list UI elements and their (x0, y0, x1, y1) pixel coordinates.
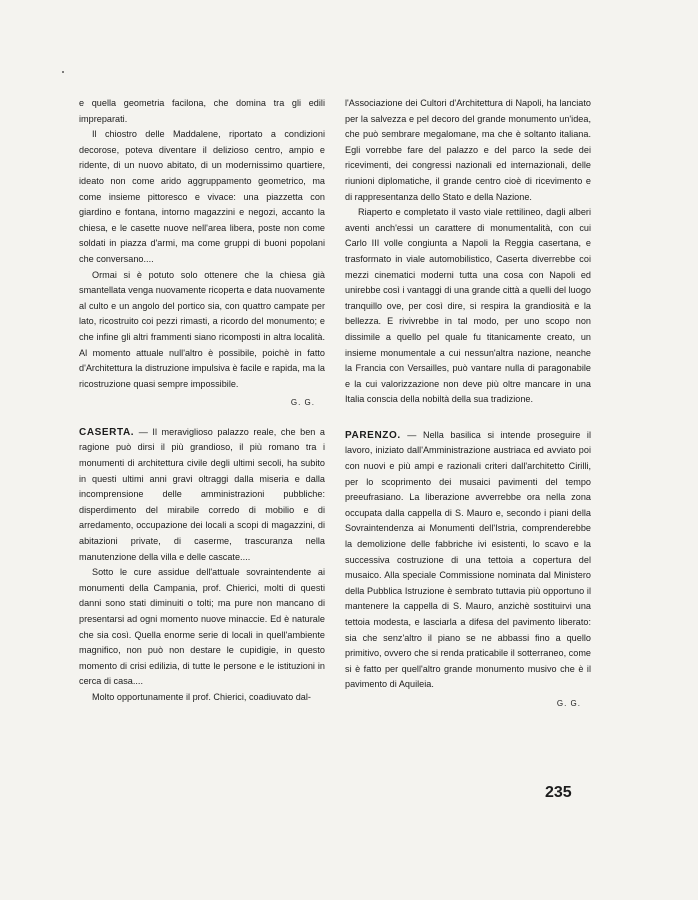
section-heading-caserta: CASERTA. (79, 426, 135, 438)
section-heading-parenzo: PARENZO. (345, 429, 401, 441)
paragraph: l'Associazione dei Cultori d'Architettura di Napoli, ha lanciato per la salvezza e pel decoro del grande monumento un'idea, che può sembrare megalomane, ma che è soltanto italiana. Egli vorrebbe fare del palazzo e del parco la sede dei ricevimenti, dei congressi nazionali ed internazionali, delle riunioni diplomatiche, il grande centro cioè di ricevimento e di rappresentanza dello Stato e della Nazione. (345, 98, 591, 202)
paragraph-text: — Il meraviglioso palazzo reale, che ben a ragione può dirsi il più grandioso, il più romano tra i monumenti di architettura civile degli ultimi secoli, ha subito in questi ultimi anni gravi oltraggi dalla miseria e dalla incomprensione delle amministrazioni pubbliche: disperdimento del mirabile corredo di mobilio e di arredamento, occupazione dei locali a scopi di magazzini, di abitazioni private, di caserme, trascuranza nella manutenzione della villa e delle cascate.... (79, 426, 325, 562)
paragraph: e quella geometria facilona, che domina tra gli edili impreparati. (79, 98, 325, 124)
paragraph-parenzo (345, 428, 591, 693)
signature: G. G. (556, 698, 581, 708)
right-column (345, 96, 591, 712)
page-number: 235 (545, 784, 572, 801)
paragraph-caserta (79, 425, 325, 565)
paragraph-text: — Nella basilica si intende proseguire il lavoro, iniziato dall'Amministrazione austriaca ed avviato poi con nuovi e più ampi e razionali criteri dall'architetto Cirilli, per lo scoprimento dei musaici pavimenti del tempo preeufrasiano. La liberazione avverrebbe ora nella zona occupata dalla cappella di S. Mauro e, secondo i piani della Sovraintendenza ai Monumenti dell'Istria, comprenderebbe la demolizione delle fabbriche ivi esistenti, lo scavo e la successiva costruzione di una tettoia a copertura del musaico. Alla speciale Commissione nominata dal Ministero della Pubblica Istruzione è sembrato tuttavia più opportuno il mantenere la cappella di S. Mauro, anzichè sostituirvi una tettoia modesta, e lasciarla a difesa del pavimento liberato: sia che senz'altro il piano se ne abbassi fino a quello primitivo, ovvero che si renda praticabile il sotterraneo, come si è fatto per quell'altro grande monumento musivo che è il pavimento di Aquileia. (345, 429, 591, 690)
paragraph: Sotto le cure assidue dell'attuale sovraintendente ai monumenti della Campania, prof. Chierici, molti di questi danni sono stati diminuiti o tolti; ma pure non mancano di presentarsi ad ogni momento nuove minaccie. Ed è naturale che sia così. Quella enorme serie di locali in quell'ambiente magnifico, non può non destare le cupidigie, in questo momento di crisi edilizia, di tutte le persone e le istituzioni in cerca di casa.... (79, 567, 325, 687)
paragraph: Molto opportunamente il prof. Chierici, coadiuvato dal- (92, 691, 311, 702)
scan-speck (62, 71, 64, 73)
paragraph: Riaperto e completato il vasto viale rettilineo, dagli alberi aventi anch'essi un carattere di monumentalità, con cui Carlo III volle congiunta a Napoli la Reggia casertana, e trasformato in viale automobilistico, Caserta diverrebbe coi mezzi cinematici moderni tutta una cosa con Napoli ed unirebbe così i vantaggi di una grande città a quelli del luogo tranquillo ove, per così dire, si respira la grandiosità e la bellezza. E rivivrebbe in tal modo, per uno scopo non dissimile a quello pel quale fu titanicamente creato, un insieme monumentale a cui nessun'altra nazione, neanche la Francia con Versailles, può vantare nulla di paragonabile e la cui valorizzazione non deve più oltre mancare in una Italia conscia della nobiltà della sua tradizione. (345, 207, 591, 405)
left-column (79, 96, 325, 706)
paragraph: Il chiostro delle Maddalene, riportato a condizioni decorose, poteva diventare il delizioso centro, ampio e ridente, di un nuovo abitato, di un modernissimo quartiere, ideato non come arido aggruppamento geometrico, ma come insieme pittoresco e vivace: una piazzetta con giardino e fontana, intorno magazzini e negozi, accanto la chiesa, e le casette nuove nell'area libera, poste non come soldati in piazza d'armi, ma come gruppi di buoni popolani che conversano.... (79, 129, 325, 264)
signature: G. G. (290, 398, 315, 408)
paragraph: Ormai si è potuto solo ottenere che la chiesa già smantellata venga nuovamente ricoperta e data nuovamente al culto e un angolo del portico sia, con quattro campate per lato, ricostruito coi pezzi rimasti, a ricordo del monumento; e che infine gli altri frammenti siano ricomposti in altra località. Al momento attuale null'altro è possibile, poichè in fatto d'Architettura la distruzione impulsiva è facile e rapida, ma la ricostruzione quasi sempre impossibile. (79, 269, 325, 389)
